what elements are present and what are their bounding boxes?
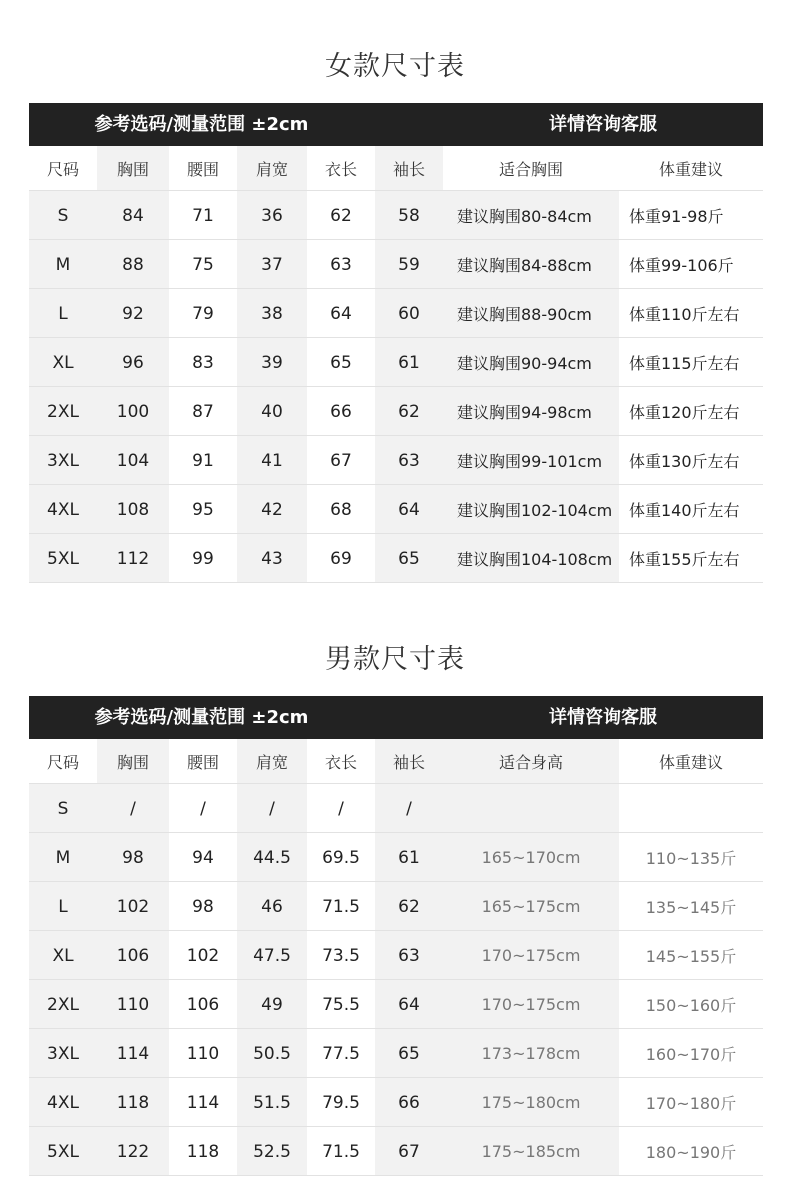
- cell-weight: 体重99-106斤: [629, 256, 734, 275]
- cell-sleeve: 63: [375, 931, 443, 980]
- cell-length: 71.5: [322, 1141, 360, 1162]
- cell-length: 65: [330, 352, 352, 373]
- cell-weight: 110~135斤: [645, 849, 737, 868]
- cell-sleeve: 60: [375, 289, 443, 338]
- cell-size: M: [29, 240, 97, 289]
- cell-sleeve: 62: [375, 882, 443, 931]
- cell-chest: /: [97, 784, 169, 833]
- cell-size: M: [29, 833, 97, 882]
- cell-size: 2XL: [29, 387, 97, 436]
- cell-sleeve: /: [375, 784, 443, 833]
- men-size-table: [29, 696, 763, 1176]
- cell-waist: 118: [186, 1141, 220, 1162]
- cell-size: 3XL: [29, 436, 97, 485]
- cell-shoulder: /: [237, 784, 307, 833]
- cell-weight: 体重140斤左右: [629, 501, 740, 520]
- cell-waist: 91: [192, 450, 214, 471]
- col-chest: 胸围: [97, 739, 169, 784]
- cell-weight: [619, 784, 763, 833]
- cell-shoulder: 38: [237, 289, 307, 338]
- cell-chest: 122: [97, 1127, 169, 1176]
- cell-chest: 114: [97, 1029, 169, 1078]
- cell-chest: 108: [97, 485, 169, 534]
- cell-shoulder: 47.5: [237, 931, 307, 980]
- col-sleeve: 袖长: [375, 146, 443, 191]
- measure-range-note: 参考选码/测量范围 ±2cm: [94, 114, 309, 135]
- table-row: [29, 784, 763, 833]
- col-waist: 腰围: [186, 160, 219, 179]
- cell-fit: 建议胸围90-94cm: [443, 338, 619, 387]
- cell-fit: 建议胸围102-104cm: [443, 485, 619, 534]
- cell-fit: 建议胸围104-108cm: [443, 534, 619, 583]
- table-row: [29, 240, 763, 289]
- cell-weight: 体重115斤左右: [629, 354, 740, 373]
- cell-weight: 体重155斤左右: [629, 550, 740, 569]
- cell-length: 69.5: [322, 847, 360, 868]
- cell-shoulder: 39: [237, 338, 307, 387]
- customer-service-note: 详情咨询客服: [549, 114, 657, 135]
- cell-length: 73.5: [322, 945, 360, 966]
- cell-waist: 79: [192, 303, 214, 324]
- cell-length: /: [338, 798, 344, 819]
- table-row: [29, 485, 763, 534]
- cell-length: 79.5: [322, 1092, 360, 1113]
- cell-waist: 110: [186, 1043, 220, 1064]
- cell-waist: 95: [192, 499, 214, 520]
- cell-shoulder: 37: [237, 240, 307, 289]
- cell-waist: 94: [192, 847, 214, 868]
- cell-length: 77.5: [322, 1043, 360, 1064]
- cell-weight: 160~170斤: [645, 1045, 737, 1064]
- col-length: 衣长: [324, 753, 357, 772]
- cell-waist: 106: [186, 994, 220, 1015]
- table-row: [29, 387, 763, 436]
- cell-sleeve: 58: [375, 191, 443, 240]
- cell-shoulder: 51.5: [237, 1078, 307, 1127]
- table-row: [29, 980, 763, 1029]
- cell-fit: 170~175cm: [443, 931, 619, 980]
- cell-chest: 100: [97, 387, 169, 436]
- col-chest: 胸围: [97, 146, 169, 191]
- table-row: [29, 1127, 763, 1176]
- cell-fit: 173~178cm: [443, 1029, 619, 1078]
- cell-waist: 114: [186, 1092, 220, 1113]
- cell-sleeve: 65: [375, 1029, 443, 1078]
- cell-size: 2XL: [29, 980, 97, 1029]
- cell-chest: 92: [97, 289, 169, 338]
- cell-length: 67: [330, 450, 352, 471]
- cell-length: 68: [330, 499, 352, 520]
- cell-waist: 71: [192, 205, 214, 226]
- cell-chest: 98: [97, 833, 169, 882]
- cell-shoulder: 46: [237, 882, 307, 931]
- cell-chest: 88: [97, 240, 169, 289]
- cell-fit: 建议胸围99-101cm: [443, 436, 619, 485]
- table-row: [29, 289, 763, 338]
- men-size-chart-title: 男款尺寸表: [325, 644, 465, 675]
- cell-weight: 体重120斤左右: [629, 403, 740, 422]
- col-fit-chest: 适合胸围: [498, 160, 563, 179]
- cell-length: 64: [330, 303, 352, 324]
- cell-weight: 体重130斤左右: [629, 452, 740, 471]
- table-row: [29, 436, 763, 485]
- cell-shoulder: 40: [237, 387, 307, 436]
- col-size: 尺码: [46, 753, 79, 772]
- cell-chest: 112: [97, 534, 169, 583]
- cell-size: L: [29, 289, 97, 338]
- cell-sleeve: 61: [375, 833, 443, 882]
- cell-size: L: [29, 882, 97, 931]
- cell-waist: 98: [192, 896, 214, 917]
- women-column-header-row: [29, 146, 763, 191]
- cell-sleeve: 61: [375, 338, 443, 387]
- cell-sleeve: 67: [375, 1127, 443, 1176]
- cell-length: 69: [330, 548, 352, 569]
- cell-waist: 75: [192, 254, 214, 275]
- col-weight: 体重建议: [658, 160, 723, 179]
- table-row: [29, 931, 763, 980]
- cell-sleeve: 64: [375, 980, 443, 1029]
- cell-shoulder: 42: [237, 485, 307, 534]
- cell-length: 75.5: [322, 994, 360, 1015]
- cell-shoulder: 36: [237, 191, 307, 240]
- cell-chest: 104: [97, 436, 169, 485]
- cell-fit: 建议胸围94-98cm: [443, 387, 619, 436]
- cell-size: 5XL: [29, 1127, 97, 1176]
- cell-waist: 87: [192, 401, 214, 422]
- cell-waist: 102: [186, 945, 220, 966]
- cell-fit: 建议胸围88-90cm: [443, 289, 619, 338]
- women-table-header-bar: [29, 103, 763, 146]
- col-shoulder: 肩宽: [237, 739, 307, 784]
- cell-chest: 84: [97, 191, 169, 240]
- cell-sleeve: 62: [375, 387, 443, 436]
- table-row: [29, 1078, 763, 1127]
- cell-length: 63: [330, 254, 352, 275]
- cell-waist: 99: [192, 548, 214, 569]
- table-row: [29, 882, 763, 931]
- table-row: [29, 191, 763, 240]
- col-shoulder: 肩宽: [237, 146, 307, 191]
- table-row: [29, 1029, 763, 1078]
- women-size-chart-title: 女款尺寸表: [325, 51, 465, 82]
- cell-chest: 102: [97, 882, 169, 931]
- col-sleeve: 袖长: [375, 739, 443, 784]
- cell-chest: 96: [97, 338, 169, 387]
- cell-chest: 106: [97, 931, 169, 980]
- cell-sleeve: 63: [375, 436, 443, 485]
- cell-weight: 150~160斤: [645, 996, 737, 1015]
- cell-length: 66: [330, 401, 352, 422]
- cell-shoulder: 43: [237, 534, 307, 583]
- cell-size: S: [29, 191, 97, 240]
- cell-fit: 建议胸围80-84cm: [443, 191, 619, 240]
- cell-fit: 175~185cm: [443, 1127, 619, 1176]
- cell-fit: 建议胸围84-88cm: [443, 240, 619, 289]
- cell-fit: 175~180cm: [443, 1078, 619, 1127]
- cell-size: S: [29, 784, 97, 833]
- cell-fit: 165~175cm: [443, 882, 619, 931]
- table-row: [29, 338, 763, 387]
- col-waist: 腰围: [186, 753, 219, 772]
- cell-weight: 145~155斤: [645, 947, 737, 966]
- cell-sleeve: 66: [375, 1078, 443, 1127]
- cell-shoulder: 50.5: [237, 1029, 307, 1078]
- measure-range-note: 参考选码/测量范围 ±2cm: [94, 707, 309, 728]
- col-size: 尺码: [46, 160, 79, 179]
- cell-weight: 体重91-98斤: [629, 207, 724, 226]
- cell-waist: /: [200, 798, 206, 819]
- cell-weight: 135~145斤: [645, 898, 737, 917]
- cell-fit: 170~175cm: [443, 980, 619, 1029]
- cell-size: 4XL: [29, 1078, 97, 1127]
- cell-length: 62: [330, 205, 352, 226]
- cell-waist: 83: [192, 352, 214, 373]
- cell-size: XL: [29, 931, 97, 980]
- cell-size: 4XL: [29, 485, 97, 534]
- cell-fit: 165~170cm: [443, 833, 619, 882]
- cell-shoulder: 52.5: [237, 1127, 307, 1176]
- cell-chest: 110: [97, 980, 169, 1029]
- cell-shoulder: 44.5: [237, 833, 307, 882]
- cell-shoulder: 49: [237, 980, 307, 1029]
- col-length: 衣长: [324, 160, 357, 179]
- women-size-table: [29, 103, 763, 583]
- cell-weight: 体重110斤左右: [629, 305, 740, 324]
- customer-service-note: 详情咨询客服: [549, 707, 657, 728]
- table-row: [29, 534, 763, 583]
- cell-weight: 180~190斤: [645, 1143, 737, 1162]
- cell-size: 5XL: [29, 534, 97, 583]
- cell-weight: 170~180斤: [645, 1094, 737, 1113]
- cell-length: 71.5: [322, 896, 360, 917]
- col-weight: 体重建议: [658, 753, 723, 772]
- cell-sleeve: 65: [375, 534, 443, 583]
- men-table-header-bar: [29, 696, 763, 739]
- men-column-header-row: [29, 739, 763, 784]
- cell-size: 3XL: [29, 1029, 97, 1078]
- cell-size: XL: [29, 338, 97, 387]
- cell-sleeve: 64: [375, 485, 443, 534]
- col-fit-height: 适合身高: [443, 739, 619, 784]
- cell-chest: 118: [97, 1078, 169, 1127]
- cell-shoulder: 41: [237, 436, 307, 485]
- table-row: [29, 833, 763, 882]
- cell-sleeve: 59: [375, 240, 443, 289]
- cell-fit: [443, 784, 619, 833]
